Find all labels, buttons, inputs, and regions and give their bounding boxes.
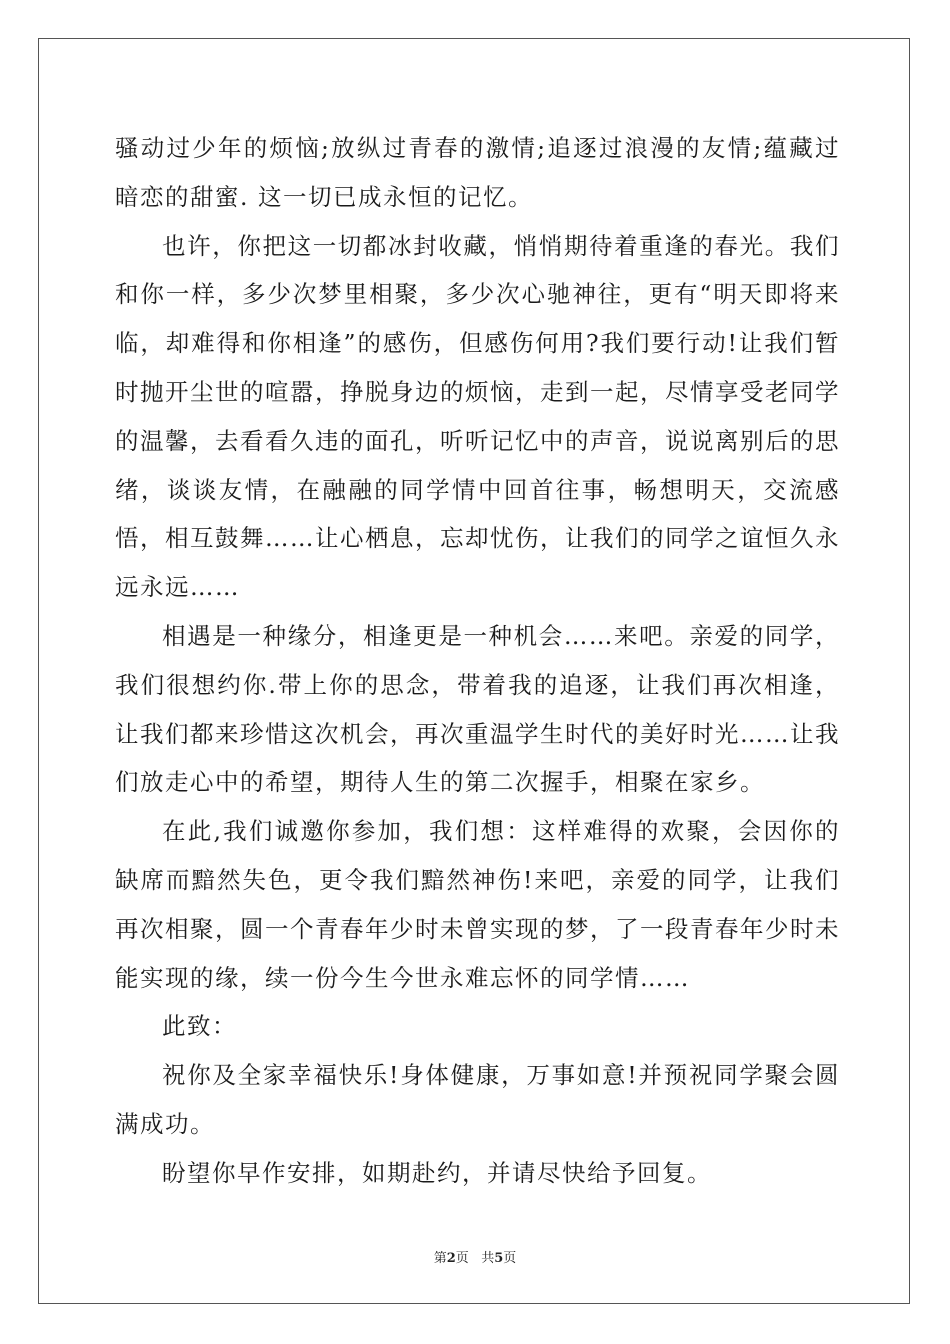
page-footer xyxy=(0,1247,950,1266)
letter-body xyxy=(115,124,840,1198)
total-suffix: 页 xyxy=(503,1251,517,1266)
paragraph-request: 盼望你早作安排，如期赴约，并请尽快给予回复。 xyxy=(162,1158,712,1187)
page-suffix: 页 xyxy=(455,1251,469,1266)
paragraph-wishes: 祝你及全家幸福快乐!身体健康，万事如意!并预祝同学聚会圆满成功。 xyxy=(115,1061,840,1138)
page-number: 2 xyxy=(446,1251,456,1266)
total-prefix: 共 xyxy=(481,1251,495,1266)
page-prefix: 第 xyxy=(433,1251,447,1266)
paragraph-3: 相遇是一种缘分，相逢更是一种机会……来吧。亲爱的同学，我们很想约你.带上你的思念，带着我的追逐，让我们再次相逢，让我们都来珍惜这次机会，再次重温学生时代的美好时光……让我们放走心中的希望，期待人生的第二次握手，相聚在家乡。 xyxy=(115,621,840,797)
paragraph-1: 骚动过少年的烦恼;放纵过青春的激情;追逐过浪漫的友情;蕴藏过暗恋的甜蜜. 这一切已成永恒的记忆。 xyxy=(115,134,840,211)
paragraph-4: 在此,我们诚邀你参加，我们想：这样难得的欢聚，会因你的缺席而黯然失色，更令我们黯然神伤!来吧，亲爱的同学，让我们再次相聚，圆一个青春年少时未曾实现的梦，了一段青春年少时未能实现的缘，续一份今生今世永难忘怀的同学情…… xyxy=(115,817,840,992)
paragraph-2: 也许，你把这一切都冰封收藏，悄悄期待着重逢的春光。我们和你一样，多少次梦里相聚，多少次心驰神往，更有“明天即将来临，却难得和你相逢”的感伤，但感伤何用?我们要行动!让我们暂时抛开尘世的喧嚣，挣脱身边的烦恼，走到一起，尽情享受老同学的温馨，去看看久违的面孔，听听记忆中的声音，说说离别后的思绪，谈谈友情，在融融的同学情中回首往事，畅想明天，交流感悟，相互鼓舞……让心栖息，忘却忧伤，让我们的同学之谊恒久永远永远…… xyxy=(115,231,840,602)
total-pages: 5 xyxy=(494,1251,504,1266)
salutation-closing: 此致： xyxy=(162,1012,237,1041)
